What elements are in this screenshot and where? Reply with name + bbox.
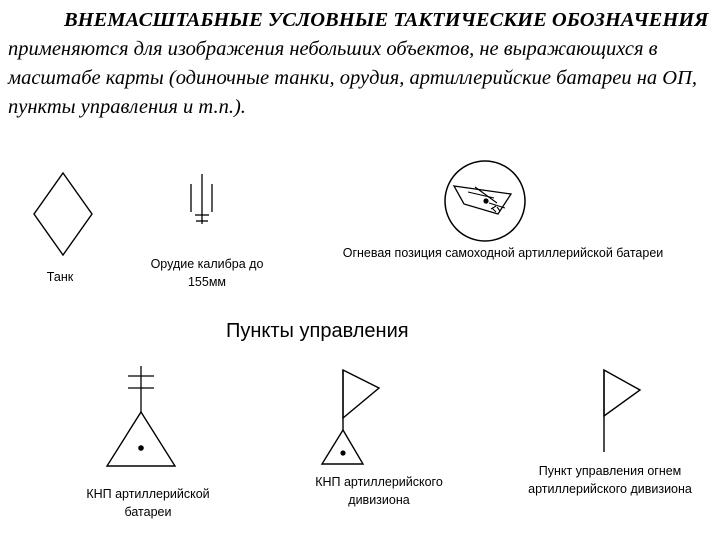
intro-lead: ВНЕМАСШТАБНЫЕ УСЛОВНЫЕ ТАКТИЧЕСКИЕ ОБОЗНАЧЕНИЯ bbox=[64, 9, 709, 31]
intro-body: применяются для изображения небольших объектов, не выражающихся в масштабе карты (одиночные танки, орудия, артиллерийские батареи на ОП, пункты управления и т.п.). bbox=[8, 38, 698, 118]
tank-label: Танк bbox=[46, 270, 74, 284]
fire-control-label: Пункт управления огнем артиллерийского дивизиона bbox=[528, 464, 692, 496]
command-posts-heading: Пункты управления bbox=[226, 320, 409, 342]
sp-artillery-battery-position-icon bbox=[442, 158, 528, 244]
fire-control-post-flag-icon bbox=[592, 366, 648, 456]
battalion-knp-label: КНП артиллерийского дивизиона bbox=[315, 475, 443, 507]
battery-command-observation-post-icon bbox=[102, 362, 182, 470]
intro-paragraph bbox=[8, 6, 714, 122]
gun-label: Орудие калибра до 155мм bbox=[150, 257, 264, 289]
gun-icon bbox=[185, 172, 219, 230]
battery-label: Огневая позиция самоходной артиллерийской батареи bbox=[342, 246, 664, 260]
battery-knp-label: КНП артиллерийской батареи bbox=[86, 487, 210, 519]
battalion-command-observation-post-icon bbox=[316, 366, 388, 468]
tank-diamond-icon bbox=[30, 170, 96, 260]
